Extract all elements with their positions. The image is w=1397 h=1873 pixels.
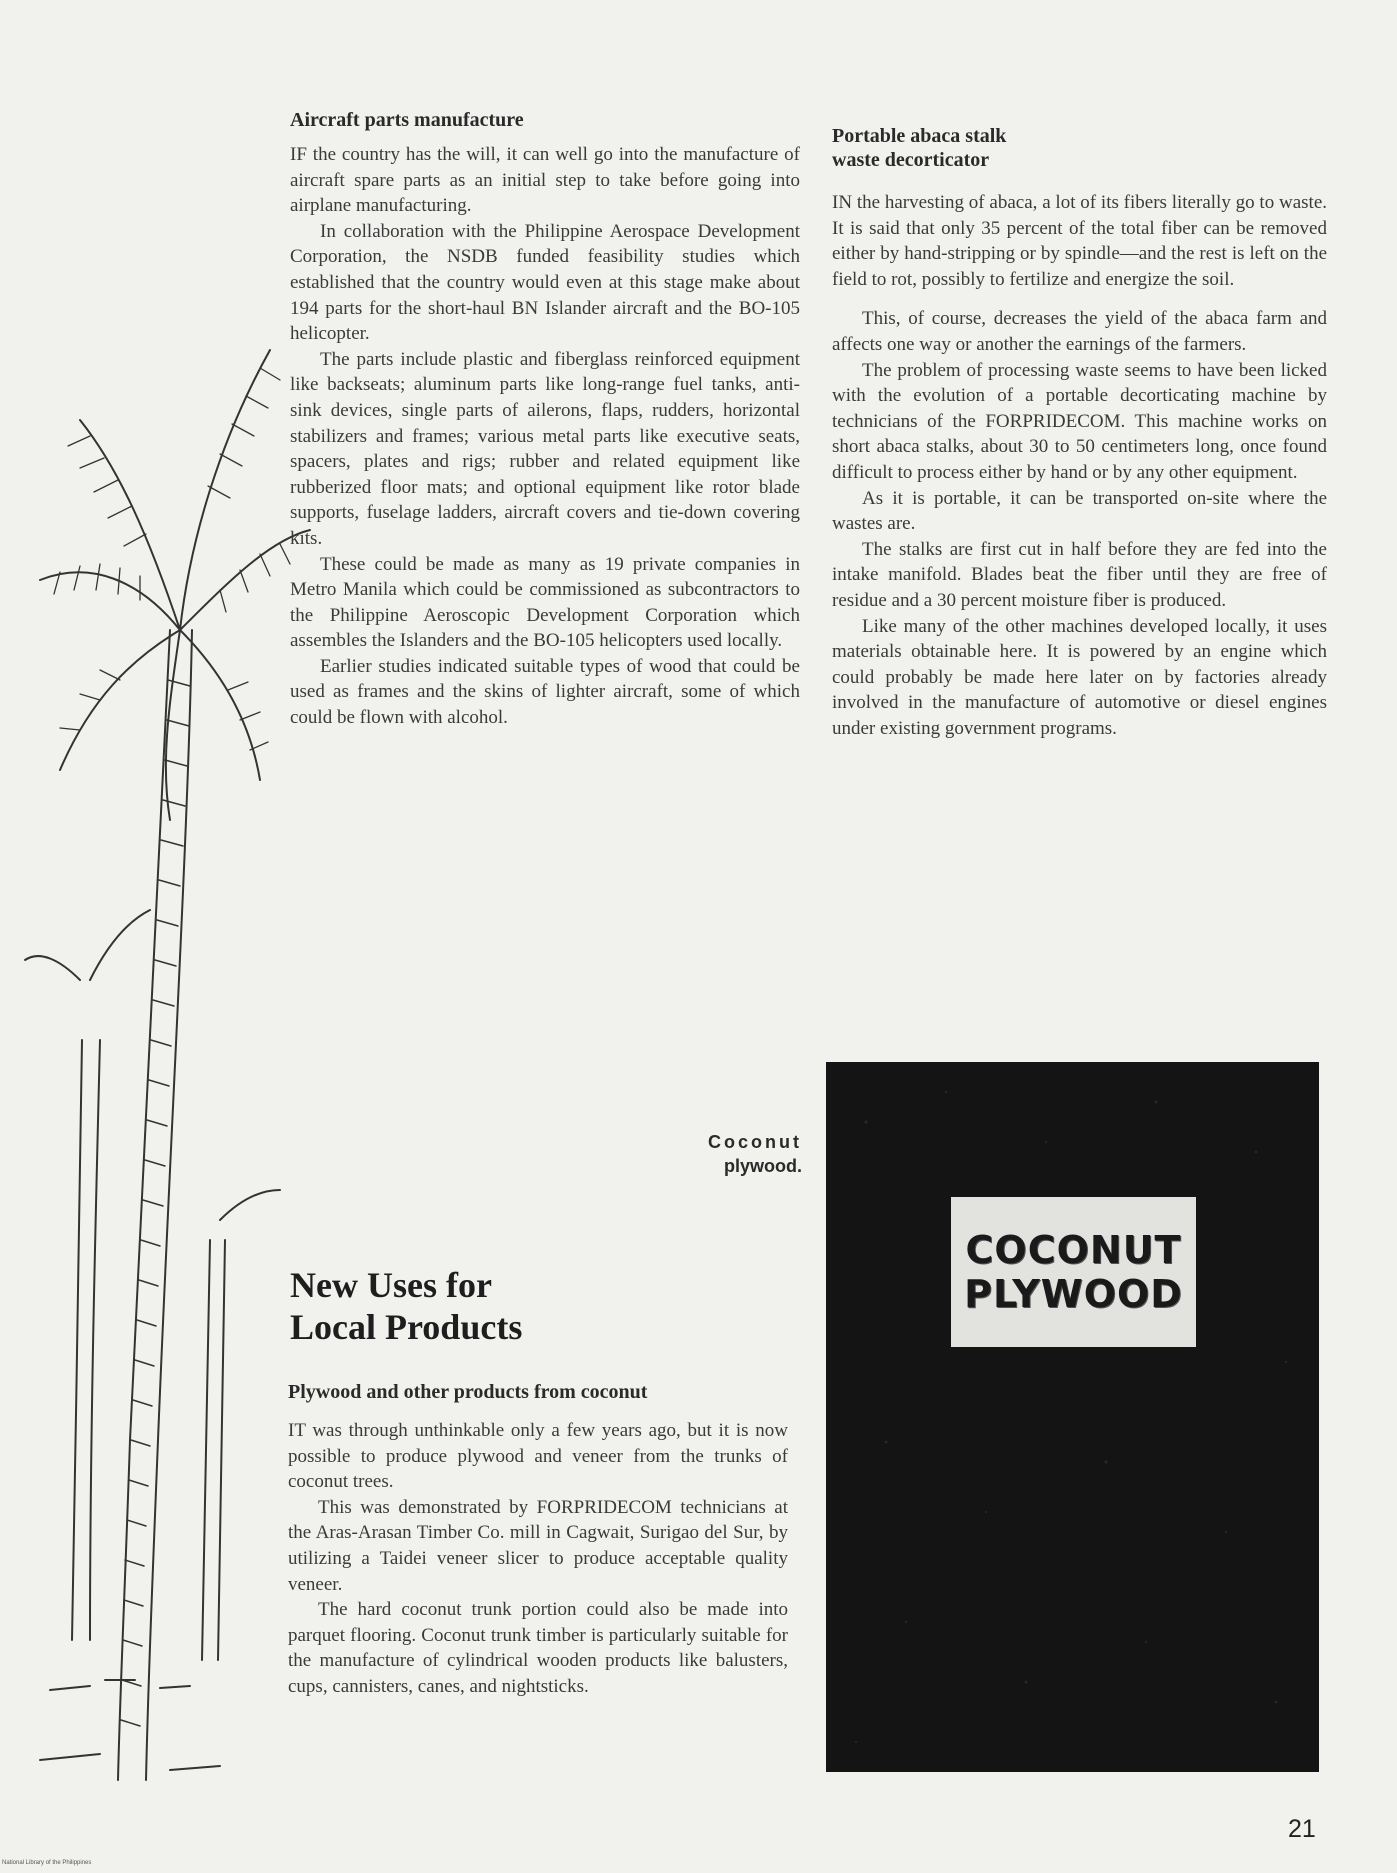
coconut-plywood-sign: [951, 1197, 1196, 1347]
aircraft-paragraph: These could be made as many as 19 private companies in Metro Manila which could be commissioned as subcontractors to the Philippine Aeroscopic Development Corporation which assembles the Islanders and the BO-105 helicopters used locally.: [290, 553, 800, 652]
section-title: [290, 1264, 710, 1348]
abaca-paragraph: IN the harvesting of abaca, a lot of its fibers literally go to waste. It is said that only 35 percent of the total fiber can be removed either by hand-stripping or by spindle—and the rest is left on the field to rot, possibly to fertilize and energize the soil.: [832, 192, 1327, 290]
palm-tree-illustration: [20, 340, 320, 1810]
coconut-paragraph: IT was through unthinkable only a few years ago, but it is now possible to produce plywood and veneer from the trunks of coconut trees.: [288, 1420, 788, 1493]
abaca-heading: [832, 124, 1327, 172]
caption-line2: plywood.: [724, 1156, 802, 1176]
caption-line1: Coconut: [708, 1132, 802, 1152]
aircraft-parts-heading: Aircraft parts manufacture: [290, 109, 524, 131]
photo-grain-texture: [826, 1062, 1319, 1772]
sign-line2: PLYWOOD: [964, 1272, 1183, 1316]
abaca-paragraph: Like many of the other machines developed locally, it uses materials obtainable here. It is powered by an engine which could probably be made here later on by factories already involved in the manufacture of automotive or diesel engines under existing government programs.: [832, 615, 1327, 739]
aircraft-parts-article: [290, 108, 800, 731]
coconut-subheading: Plywood and other products from coconut: [288, 1381, 648, 1403]
abaca-paragraph: The problem of processing waste seems to have been licked with the evolution of a portable decorticating machine by technicians of the FORPRIDECOM. This machine works on short abaca stalks, about 30 to 50 centimeters long, once found difficult to process either by hand or by any other equipment.: [832, 359, 1327, 483]
aircraft-paragraph: The parts include plastic and fiberglass reinforced equipment like backseats; aluminum parts like long-range fuel tanks, anti-sink devices, single parts of ailerons, flaps, rudders, horizontal stabilizers and frames; various metal parts like executive seats, spacers, plates and rigs; rubber and related equipment like rubberized floor mats; and optional equipment like rotor blade supports, fuselage ladders, aircraft covers and tie-down covering kits.: [290, 348, 800, 549]
section-title-line1: New Uses for: [290, 1265, 492, 1306]
coconut-paragraph: The hard coconut trunk portion could also be made into parquet flooring. Coconut trunk timber is particularly suitable for the manufacture of cylindrical wooden products like balusters, cups, cannisters, canes, and nightsticks.: [288, 1599, 788, 1697]
coconut-paragraph: This was demonstrated by FORPRIDECOM technicians at the Aras-Arasan Timber Co. mill in Cagwait, Surigao del Sur, by utilizing a Taidei veneer slicer to produce acceptable quality veneer.: [288, 1496, 788, 1595]
photo-caption: [620, 1130, 802, 1178]
abaca-heading-line2: waste decorticator: [832, 149, 990, 171]
sign-line1: COCONUT: [965, 1228, 1182, 1272]
section-title-line2: Local Products: [290, 1307, 523, 1348]
abaca-decorticator-article: [832, 124, 1327, 741]
aircraft-paragraph: In collaboration with the Philippine Aerospace Development Corporation, the NSDB funded feasibility studies which established that the country would even at this stage make about 194 parts for the short-haul BN Islander aircraft and the BO-105 helicopter.: [290, 220, 800, 345]
abaca-paragraph: The stalks are first cut in half before they are fed into the intake manifold. Blades beat the fiber until they are free of residue and a 30 percent moisture fiber is produced.: [832, 538, 1327, 611]
coconut-plywood-photo: [826, 1062, 1319, 1772]
aircraft-paragraph: IF the country has the will, it can well go into the manufacture of aircraft spare parts as an initial step to take before going into airplane manufacturing.: [290, 144, 800, 217]
page-number: 21: [1288, 1815, 1316, 1843]
aircraft-paragraph: Earlier studies indicated suitable types of wood that could be used as frames and the skins of lighter aircraft, some of which could be flown with alcohol.: [290, 655, 800, 729]
abaca-paragraph: This, of course, decreases the yield of the abaca farm and affects one way or another the earnings of the farmers.: [832, 308, 1327, 355]
abaca-heading-line1: Portable abaca stalk: [832, 125, 1007, 147]
library-footer: National Library of the Philippines: [2, 1860, 92, 1866]
coconut-plywood-article: [288, 1380, 788, 1700]
abaca-paragraph: As it is portable, it can be transported on-site where the wastes are.: [832, 487, 1327, 535]
